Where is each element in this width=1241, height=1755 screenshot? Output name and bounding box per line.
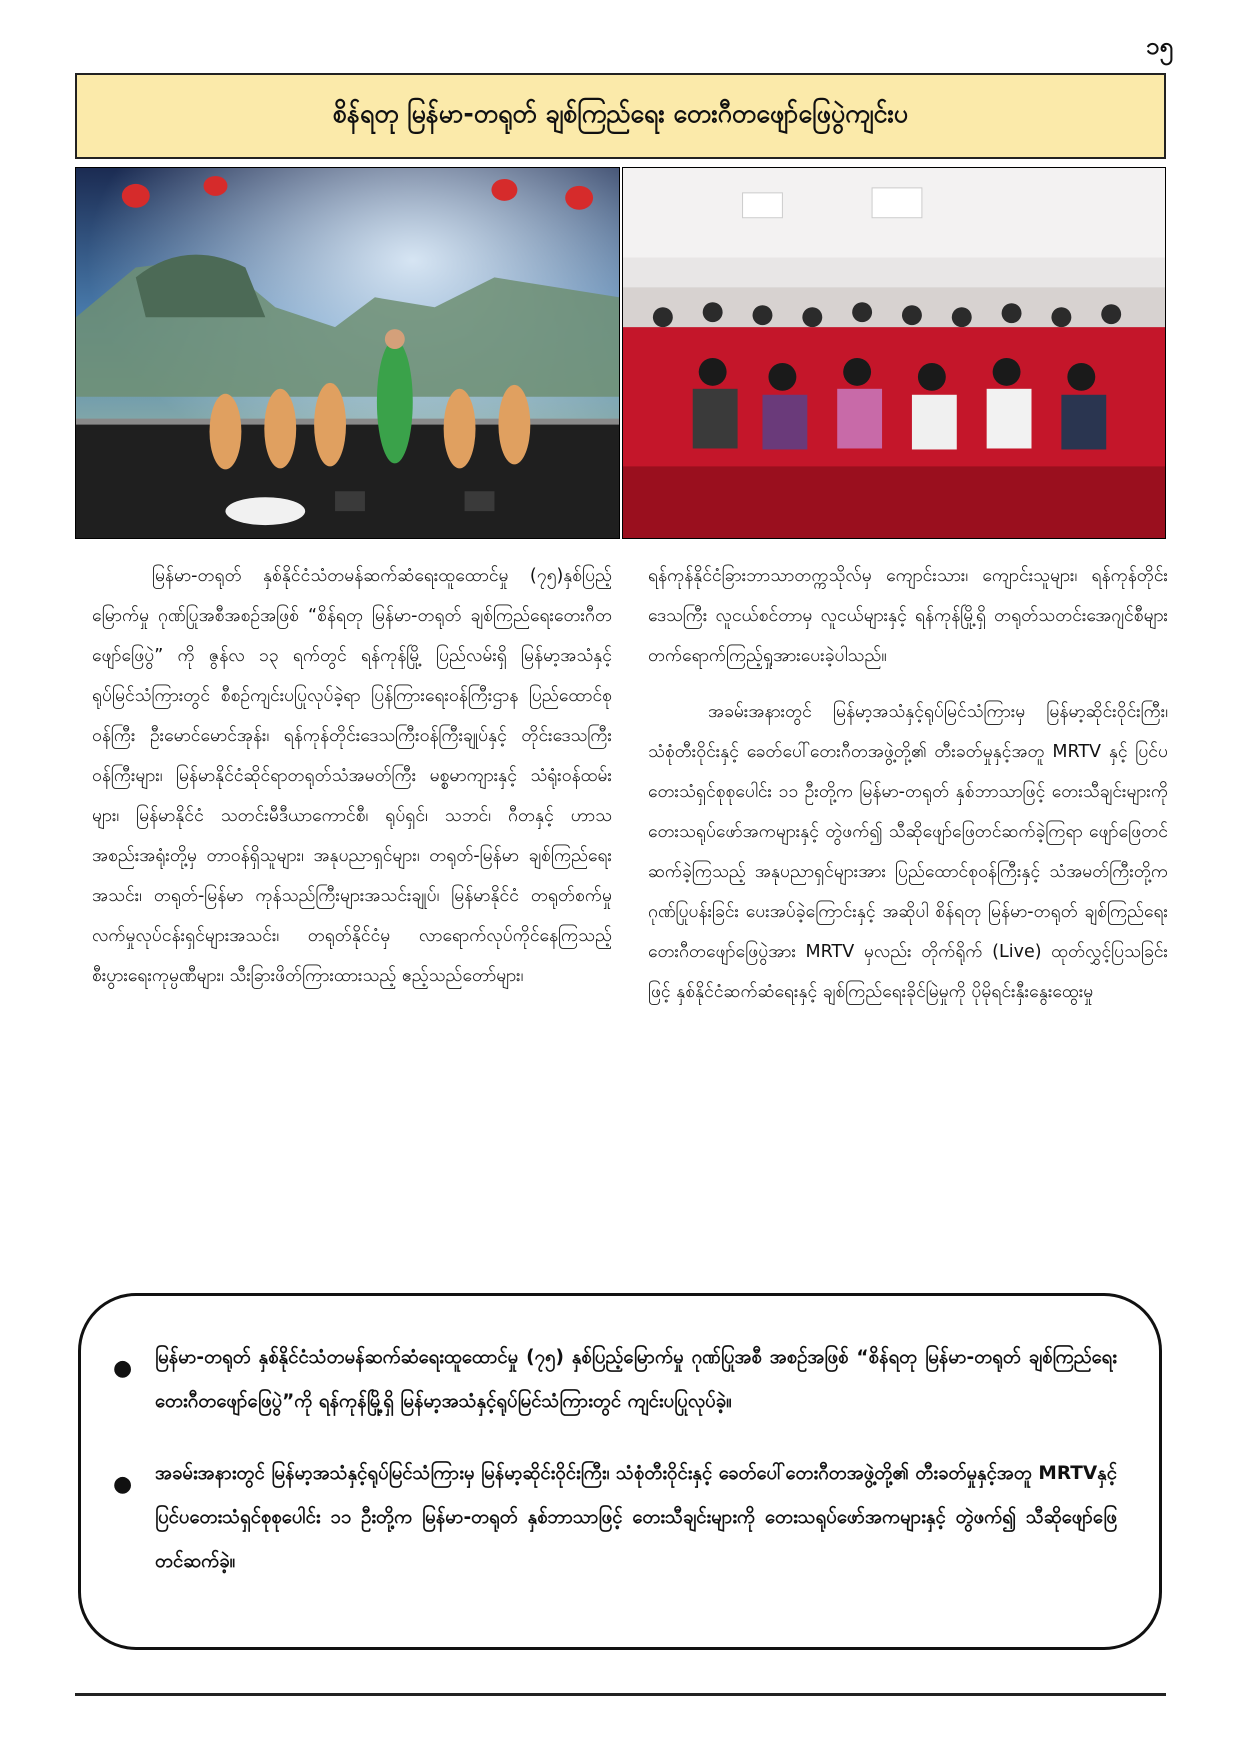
bottom-divider [75, 1693, 1166, 1696]
page-title: စိန်ရတု မြန်မာ-တရုတ် ချစ်ကြည်ရေး တေးဂီတဖျော်ဖြေပွဲကျင်းပ [332, 98, 909, 128]
audience-photo [622, 167, 1166, 539]
stage-performance-photo [75, 167, 620, 539]
title-banner [75, 73, 1166, 159]
article-paragraph: ရန်ကုန်နိုင်ငံခြားဘာသာတက္ကသိုလ်မှ ကျောင်းသား၊ ကျောင်းသူများ၊ ရန်ကုန်တိုင်းဒေသကြီး လူငယ်စင်တာမှ လူငယ်များနှင့် ရန်ကုန်မြို့ရှိ တရုတ်သတင်းအေဂျင်စီများ တက်ရောက်ကြည့်ရှုအားပေးခဲ့ပါသည်။ [648, 566, 1168, 666]
summary-text: မြန်မာ-တရုတ် နှစ်နိုင်ငံသံတမန်ဆက်ဆံရေးထူထောင်မှု (၇၅) နှစ်ပြည့်မြောက်မှု ဂုဏ်ပြုအစီ အစဉ်အဖြစ် “စိန်ရတု မြန်မာ-တရုတ် ချစ်ကြည်ရေးတေးဂီတဖျော်ဖြေပွဲ”ကို ရန်ကုန်မြို့ရှိ မြန်မာ့အသံနှင့်ရုပ်မြင်သံကြားတွင် ကျင်းပပြုလုပ်ခဲ့။ [155, 1347, 1117, 1412]
bullet-icon: ● [113, 1472, 133, 1497]
summary-box [78, 1293, 1162, 1650]
summary-list [109, 1336, 1117, 1584]
article-paragraph: မြန်မာ-တရုတ် နှစ်နိုင်ငံသံတမန်ဆက်ဆံရေးထူထောင်မှု (၇၅)နှစ်ပြည့်မြောက်မှု ဂုဏ်ပြုအစီအစဉ်အဖြစ် “စိန်ရတု မြန်မာ-တရုတ် ချစ်ကြည်ရေးတေးဂီတဖျော်ဖြေပွဲ” ကို ဇွန်လ ၁၃ ရက်တွင် ရန်ကုန်မြို့ ပြည်လမ်းရှိ မြန်မာ့အသံနှင့်ရုပ်မြင်သံကြားတွင် စီစဉ်ကျင်းပပြုလုပ်ခဲ့ရာ ပြန်ကြားရေးဝန်ကြီးဌာန ပြည်ထောင်စုဝန်ကြီး ဦးမောင်မောင်အုန်း၊ ရန်ကုန်တိုင်းဒေသကြီးဝန်ကြီးချုပ်နှင့် တိုင်းဒေသကြီးဝန်ကြီးများ၊ မြန်မာနိုင်ငံဆိုင်ရာတရုတ်သံအမတ်ကြီး မစ္စမာကျားနှင့် သံရုံးဝန်ထမ်းများ၊ မြန်မာနိုင်ငံ သတင်းမီဒီယာကောင်စီ၊ ရုပ်ရှင်၊ သဘင်၊ ဂီတနှင့် ဟာသအစည်းအရုံးတို့မှ တာဝန်ရှိသူများ၊ အနုပညာရှင်များ၊ တရုတ်-မြန်မာ ချစ်ကြည်ရေးအသင်း၊ တရုတ်-မြန်မာ ကုန်သည်ကြီးများအသင်းချုပ်၊ မြန်မာနိုင်ငံ တရုတ်စက်မှုလက်မှုလုပ်ငန်းရှင်များအသင်း၊ တရုတ်နိုင်ငံမှ လာရောက်လုပ်ကိုင်နေကြသည့် စီးပွားရေးကုမ္ပဏီများ၊ သီးခြားဖိတ်ကြားထားသည့် ဧည့်သည်တော်များ၊ [92, 566, 612, 986]
summary-text: အခမ်းအနားတွင် မြန်မာ့အသံနှင့်ရုပ်မြင်သံကြားမှ မြန်မာ့ဆိုင်းဝိုင်းကြီး၊ သံစုံတီးဝိုင်းနှင့် ခေတ်ပေါ်တေးဂီတအဖွဲ့တို့၏ တီးခတ်မှုနှင့်အတူ MRTVနှင့် ပြင်ပတေးသံရှင်စုစုပေါင်း ၁၁ ဦးတို့က မြန်မာ-တရုတ် နှစ်ဘာသာဖြင့် တေးသီချင်းများကို တေးသရုပ်ဖော်အကများနှင့် တွဲဖက်၍ သီဆိုဖျော်ဖြေတင်ဆက်ခဲ့။ [155, 1463, 1117, 1572]
article-paragraph: အခမ်းအနားတွင် မြန်မာ့အသံနှင့်ရုပ်မြင်သံကြားမှ မြန်မာ့ဆိုင်းဝိုင်းကြီး၊ သံစုံတီးဝိုင်းနှင့် ခေတ်ပေါ်တေးဂီတအဖွဲ့တို့၏ တီးခတ်မှုနှင့်အတူ MRTV နှင့် ပြင်ပတေးသံရှင်စုစုပေါင်း ၁၁ ဦးတို့က မြန်မာ-တရုတ် နှစ်ဘာသာဖြင့် တေးသီချင်းများကို တေးသရုပ်ဖော်အကများနှင့် တွဲဖက်၍ သီဆိုဖျော်ဖြေတင်ဆက်ခဲ့ကြရာ ဖျော်ဖြေတင်ဆက်ခဲ့ကြသည့် အနုပညာရှင်များအား ပြည်ထောင်စုဝန်ကြီးနှင့် သံအမတ်ကြီးတို့က ဂုဏ်ပြုပန်းခြင်း ပေးအပ်ခဲ့ကြောင်းနှင့် အဆိုပါ စိန်ရတု မြန်မာ-တရုတ် ချစ်ကြည်ရေးတေးဂီတဖျော်ဖြေပွဲအား MRTV မှလည်း တိုက်ရိုက် (Live) ထုတ်လွှင့်ပြသခြင်းဖြင့် နှစ်နိုင်ငံဆက်ဆံရေးနှင့် ချစ်ကြည်ရေးခိုင်မြဲမှုကို ပိုမိုရင်းနှီးနွေးထွေးမှု [648, 702, 1168, 1002]
article-column-left [92, 556, 612, 1012]
summary-item [109, 1336, 1117, 1424]
summary-item [109, 1452, 1117, 1584]
bullet-icon: ● [113, 1356, 133, 1381]
page-number: ၁၅ [1146, 32, 1173, 60]
article-column-right [648, 556, 1168, 1028]
